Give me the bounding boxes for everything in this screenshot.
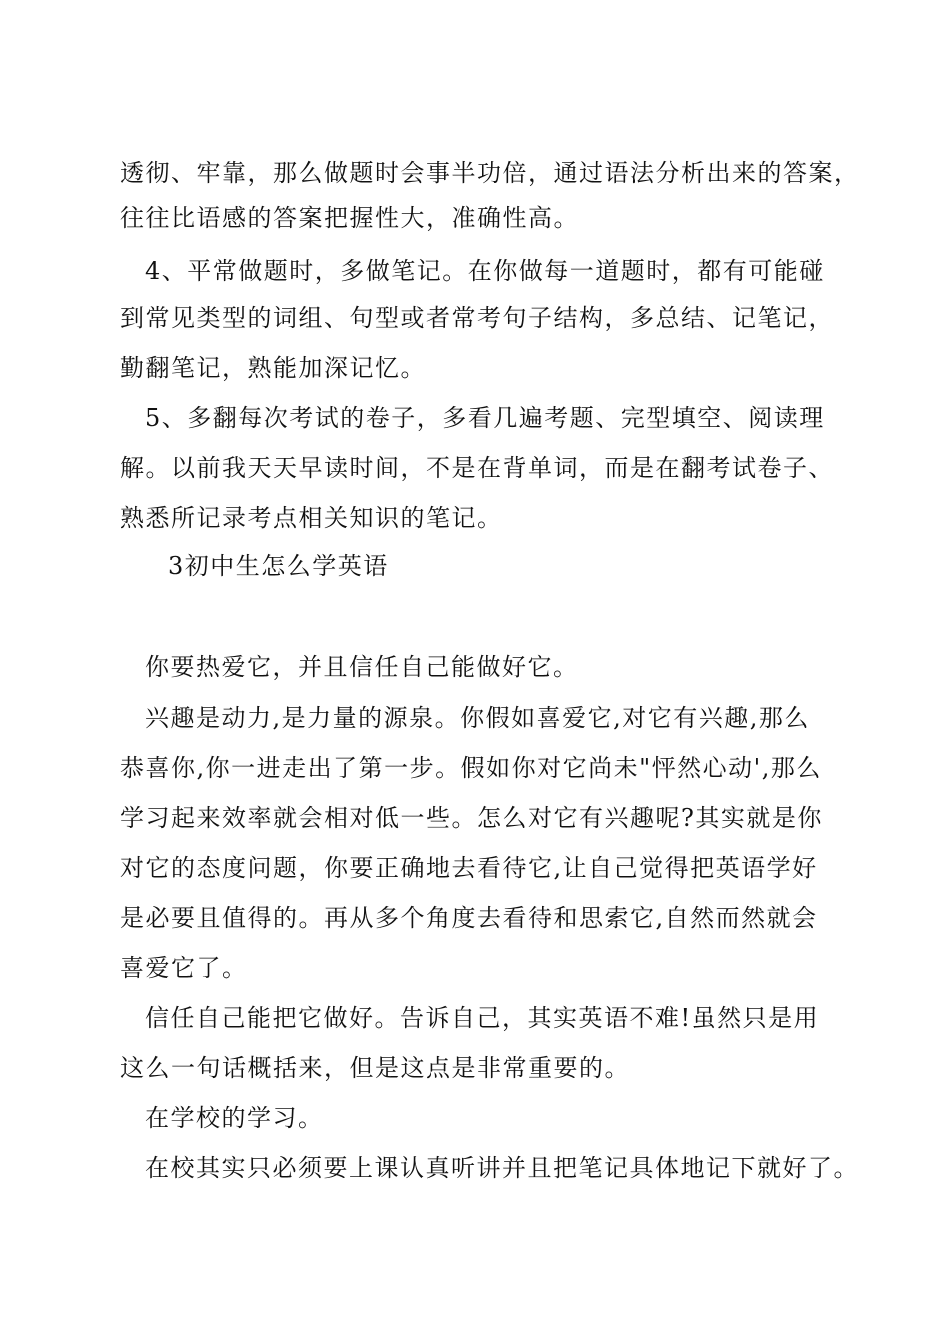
text-line: 往往比语感的答案把握性大，准确性高。 xyxy=(120,204,579,232)
text-line: 对它的态度问题，你要正确地去看待它,让自己觉得把英语学好 xyxy=(120,854,818,882)
text-line: 解。以前我天天早读时间，不是在背单词，而是在翻考试卷子、 xyxy=(120,454,834,482)
text-line: 4、平常做题时，多做笔记。在你做每一道题时，都有可能碰 xyxy=(145,257,825,285)
text-line: 到常见类型的词组、句型或者常考句子结构，多总结、记笔记， xyxy=(120,304,834,332)
text-line: 5、多翻每次考试的卷子，多看几遍考题、完型填空、阅读理 xyxy=(145,404,825,432)
text-line: 信任自己能把它做好。告诉自己，其实英语不难!虽然只是用 xyxy=(145,1004,820,1032)
text-line: 这么一句话概括来，但是这点是非常重要的。 xyxy=(120,1054,630,1082)
text-line: 透彻、牢靠，那么做题时会事半功倍，通过语法分析出来的答案， xyxy=(120,159,860,187)
text-line: 熟悉所记录考点相关知识的笔记。 xyxy=(120,504,503,532)
text-line: 在校其实只必须要上课认真听讲并且把笔记具体地记下就好了。 xyxy=(145,1154,859,1182)
text-line: 你要热爱它，并且信任自己能做好它。 xyxy=(145,653,579,681)
text-line: 学习起来效率就会相对低一些。怎么对它有兴趣呢?其实就是你 xyxy=(120,804,823,832)
section-heading: 3初中生怎么学英语 xyxy=(168,552,389,580)
text-line: 在学校的学习。 xyxy=(145,1104,324,1132)
text-line: 喜爱它了。 xyxy=(120,954,248,982)
text-line: 是必要且值得的。再从多个角度去看待和思索它,自然而然就会 xyxy=(120,904,818,932)
text-line: 勤翻笔记，熟能加深记忆。 xyxy=(120,354,426,382)
text-line: 恭喜你,你一进走出了第一步。假如你对它尚未"怦然心动',那么 xyxy=(120,754,822,782)
text-line: 兴趣是动力,是力量的源泉。你假如喜爱它,对它有兴趣,那么 xyxy=(145,704,810,732)
